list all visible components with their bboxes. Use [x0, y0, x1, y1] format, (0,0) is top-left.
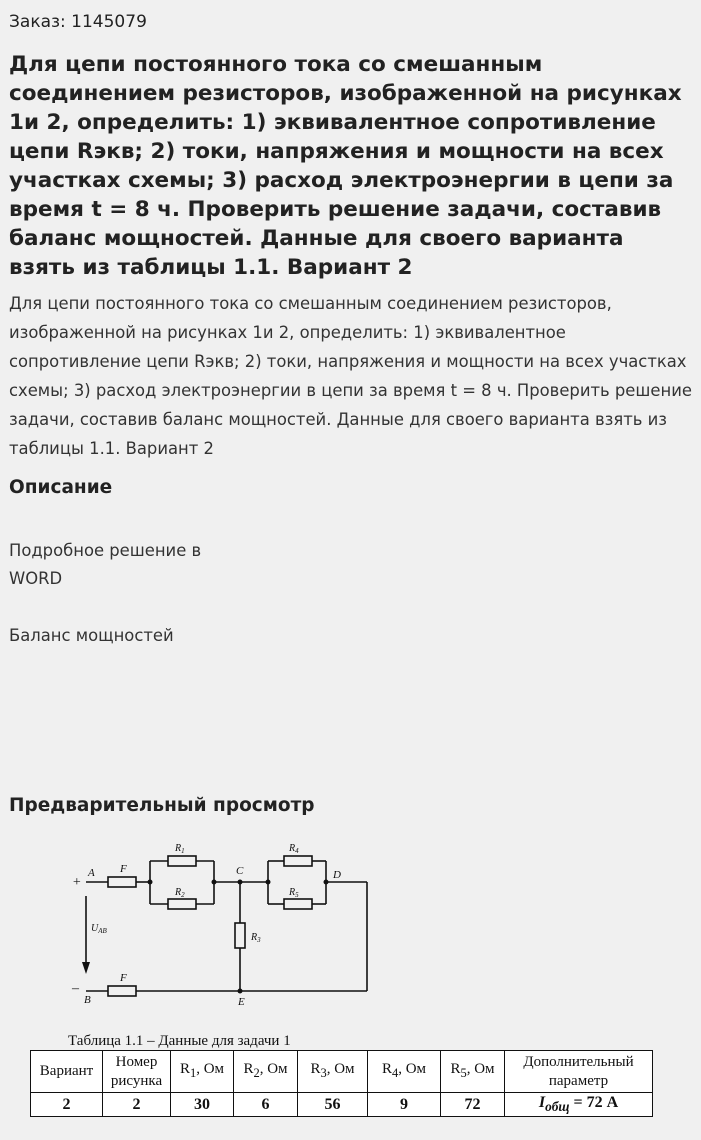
node-d-label: D — [333, 869, 341, 881]
header-r1: $R_1$, Ом — [171, 1051, 234, 1093]
cell-figure: 2 — [103, 1093, 171, 1117]
order-number: Заказ: 1145079 — [9, 12, 147, 32]
task-text: Для цепи постоянного тока со смешанным соединением резисторов, изображенной на рисунках 1и 2, определить: 1) эквивалентное сопротивление цепи Rэкв; 2) токи, напряжения и мощности на всех участках схемы; 3) расход электроэнергии в цепи за время t = 8 ч. Проверить решение задачи, составив баланс мощностей. Данные для своего варианта взять из таблицы 1.1. Вариант 2 — [9, 294, 692, 458]
data-table — [30, 1050, 653, 1117]
header-figure: Номер рисунка — [103, 1051, 171, 1093]
r3-label: $R_3$ — [251, 932, 261, 944]
header-r4: $R_4$, Ом — [368, 1051, 441, 1093]
circuit-diagram — [0, 838, 701, 1038]
fuse-top-label: F — [120, 863, 127, 875]
header-r5: $R_5$, Ом — [441, 1051, 505, 1093]
description-line-1: Подробное решение в — [9, 541, 202, 560]
r5-label: $R_5$ — [289, 887, 299, 899]
description-heading: Описание — [9, 477, 113, 498]
plus-label: + — [72, 875, 82, 890]
node-a-label: A — [88, 867, 95, 879]
fuse-bottom-label: F — [120, 972, 127, 984]
table-header-row — [31, 1051, 653, 1093]
cell-r5: 72 — [441, 1093, 505, 1117]
description-line-3: Баланс мощностей — [9, 626, 174, 645]
header-variant: Вариант — [31, 1051, 103, 1093]
page-title: Для цепи постоянного тока со смешанным соединением резисторов, изображенной на рисунках 1и 2, определить: 1) эквивалентное сопротивление цепи Rэкв; 2) токи, напряжения и мощности на всех участках схемы; 3) расход электроэнергии в цепи за время t = 8 ч. Проверить решение задачи, составив баланс мощностей. Данные для своего варианта взять из таблицы 1.1. Вариант 2 — [9, 52, 682, 280]
cell-r4: 9 — [368, 1093, 441, 1117]
node-e-label: E — [238, 996, 245, 1008]
cell-extra: $I_{общ} = 72$ А — [505, 1093, 653, 1117]
header-r2: $R_2$, Ом — [234, 1051, 298, 1093]
table-row — [31, 1093, 653, 1117]
cell-variant: 2 — [31, 1093, 103, 1117]
minus-label: – — [72, 981, 79, 996]
node-b-label: B — [84, 994, 91, 1006]
header-r3: $R_3$, Ом — [298, 1051, 368, 1093]
preview-heading: Предварительный просмотр — [9, 795, 315, 816]
r2-label: $R_2$ — [175, 887, 185, 899]
cell-r3: 56 — [298, 1093, 368, 1117]
table-caption: Таблица 1.1 – Данные для задачи 1 — [68, 1033, 291, 1049]
cell-r2: 6 — [234, 1093, 298, 1117]
voltage-label: $U_{AB}$ — [91, 923, 107, 935]
description-line-2: WORD — [9, 569, 63, 588]
r4-label: $R_4$ — [289, 843, 299, 855]
header-extra: Дополнительный параметр — [505, 1051, 653, 1093]
node-c-label: C — [236, 865, 244, 877]
r1-label: $R_1$ — [175, 843, 185, 855]
cell-r1: 30 — [171, 1093, 234, 1117]
